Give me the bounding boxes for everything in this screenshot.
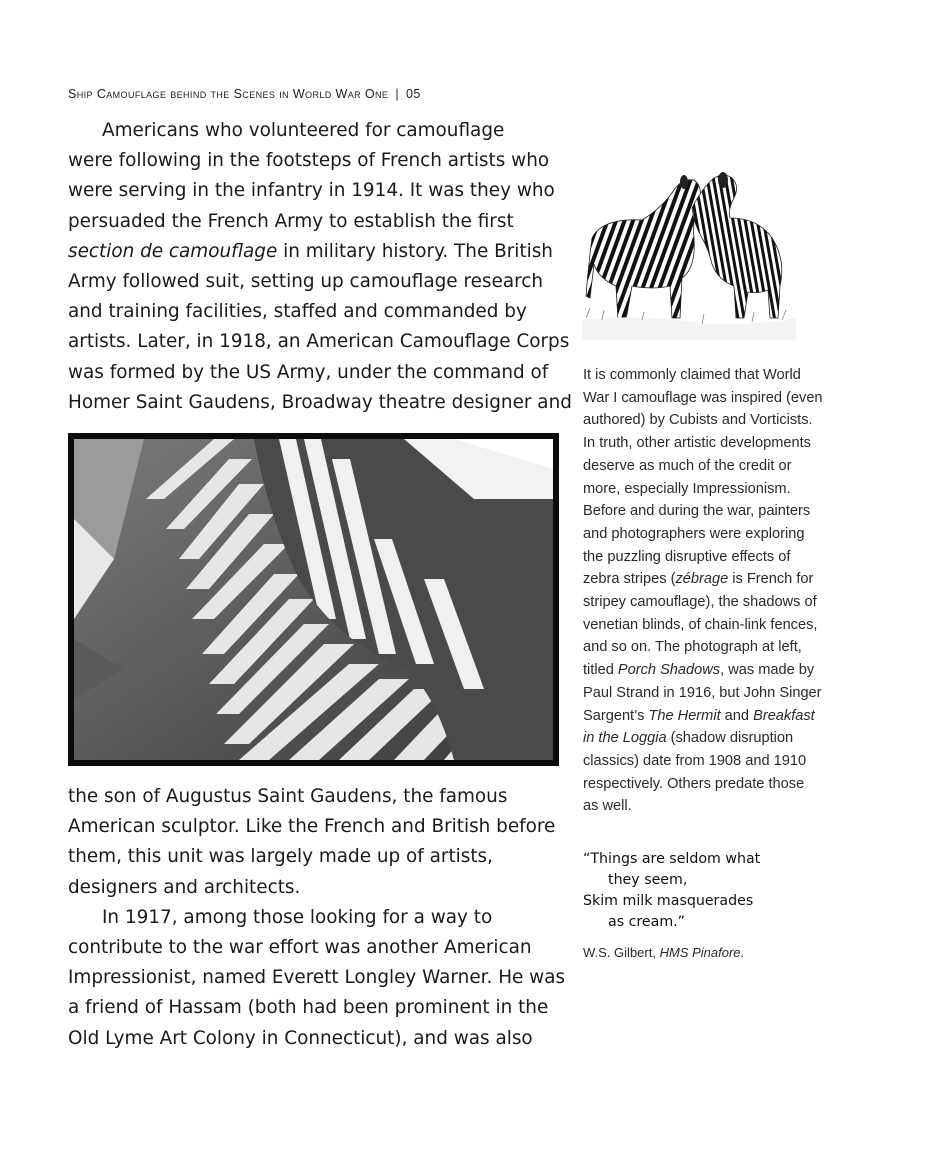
caption-line: authored) by Cubists and Vorticists.	[583, 412, 813, 429]
page-number: 05	[406, 87, 421, 101]
text-line: was formed by the US Army, under the command of	[68, 361, 549, 383]
zebra-illustration	[582, 168, 796, 340]
text-fragment: , was made by	[720, 662, 815, 679]
photo-image	[74, 439, 553, 760]
attribution-author: W.S. Gilbert,	[583, 945, 660, 960]
caption-line	[583, 568, 823, 591]
italic-title: Breakfast	[753, 707, 815, 724]
quote-attribution	[583, 943, 744, 963]
text-line: artists. Later, in 1918, an American Camouflage Corps	[68, 331, 570, 353]
text-line: Old Lyme Art Colony in Connecticut), and was also	[68, 1027, 533, 1049]
text-line	[68, 237, 568, 267]
caption-line: venetian blinds, of chain-link fences,	[583, 616, 818, 633]
body-text-upper	[68, 116, 572, 418]
header-separator: |	[395, 87, 399, 101]
attribution-work: HMS Pinafore	[659, 945, 741, 960]
caption-line: and so on. The photograph at left,	[583, 639, 802, 656]
body-text-lower	[68, 782, 568, 1054]
text-line: Americans who volunteered for camouflage	[102, 120, 505, 141]
text-line: In 1917, among those looking for a way to	[102, 906, 493, 928]
running-head	[68, 87, 421, 101]
quote-line: they seem,	[608, 872, 688, 888]
text-line: them, this unit was largely made up of artists,	[68, 846, 493, 868]
caption-line: War I camouflage was inspired (even	[583, 389, 823, 406]
paragraph	[68, 116, 572, 418]
caption-line: In truth, other artistic developments	[583, 435, 811, 452]
caption-line: the puzzling disruptive effects of	[583, 548, 791, 565]
italic-title: The Hermit	[648, 707, 721, 724]
italic-term: zébrage	[675, 571, 729, 588]
caption-line: stripey camouflage), the shadows of	[583, 594, 817, 611]
text-fragment: and	[720, 707, 754, 724]
text-fragment: (shadow disruption	[666, 730, 794, 747]
text-line: the son of Augustus Saint Gaudens, the famous	[68, 786, 508, 807]
paragraph	[68, 903, 568, 1054]
caption-line: more, especially Impressionism.	[583, 480, 791, 497]
text-fragment: Sargent’s	[583, 707, 649, 724]
caption-line: It is commonly claimed that World	[583, 367, 801, 383]
italic-title: Porch Shadows	[617, 662, 721, 679]
caption-line: Paul Strand in 1916, but John Singer	[583, 684, 822, 701]
porch-shadows-photograph	[68, 433, 559, 766]
caption-line: Before and during the war, painters	[583, 503, 811, 520]
caption-line	[583, 727, 823, 750]
text-line: designers and architects.	[68, 876, 301, 898]
text-line: and training facilities, staffed and commanded by	[68, 301, 527, 323]
sidebar-caption	[583, 364, 823, 818]
zebra-icon	[582, 168, 796, 340]
italic-title: in the Loggia	[583, 730, 667, 747]
text-fragment: is French for	[728, 571, 814, 588]
text-line: American sculptor. Like the French and British before	[68, 816, 556, 838]
paragraph	[68, 782, 568, 903]
text-line: Army followed suit, setting up camouflage research	[68, 271, 544, 293]
pull-quote	[583, 849, 823, 933]
text-line: contribute to the war effort was another American	[68, 937, 532, 959]
running-title: Ship Camouflage behind the Scenes in World War One	[68, 87, 389, 101]
quote-line: Skim milk masquerades	[583, 893, 754, 909]
attribution-end: .	[740, 945, 745, 960]
text-line: persuaded the French Army to establish the first	[68, 210, 514, 232]
text-line: Impressionist, named Everett Longley Warner. He was	[68, 967, 566, 989]
quote-line: as cream.”	[608, 914, 686, 930]
text-line: Homer Saint Gaudens, Broadway theatre designer and	[68, 391, 572, 413]
text-fragment: in military history. The British	[277, 240, 553, 262]
text-fragment: titled	[583, 662, 618, 679]
caption-line: deserve as much of the credit or	[583, 457, 792, 474]
italic-phrase: section de camouflage	[68, 240, 278, 262]
caption-line: classics) date from 1908 and 1910	[583, 752, 807, 769]
caption-line	[583, 659, 823, 682]
text-line: were serving in the infantry in 1914. It was they who	[68, 180, 555, 202]
caption-line: respectively. Others predate those	[583, 775, 805, 792]
caption-line: and photographers were exploring	[583, 525, 805, 542]
quote-line: “Things are seldom what	[583, 851, 761, 867]
text-line: a friend of Hassam (both had been prominent in the	[68, 997, 549, 1019]
text-fragment: zebra stripes (	[583, 571, 676, 588]
caption-line	[583, 705, 823, 728]
text-line: were following in the footsteps of French artists who	[68, 150, 550, 172]
caption-line: as well.	[583, 798, 632, 815]
